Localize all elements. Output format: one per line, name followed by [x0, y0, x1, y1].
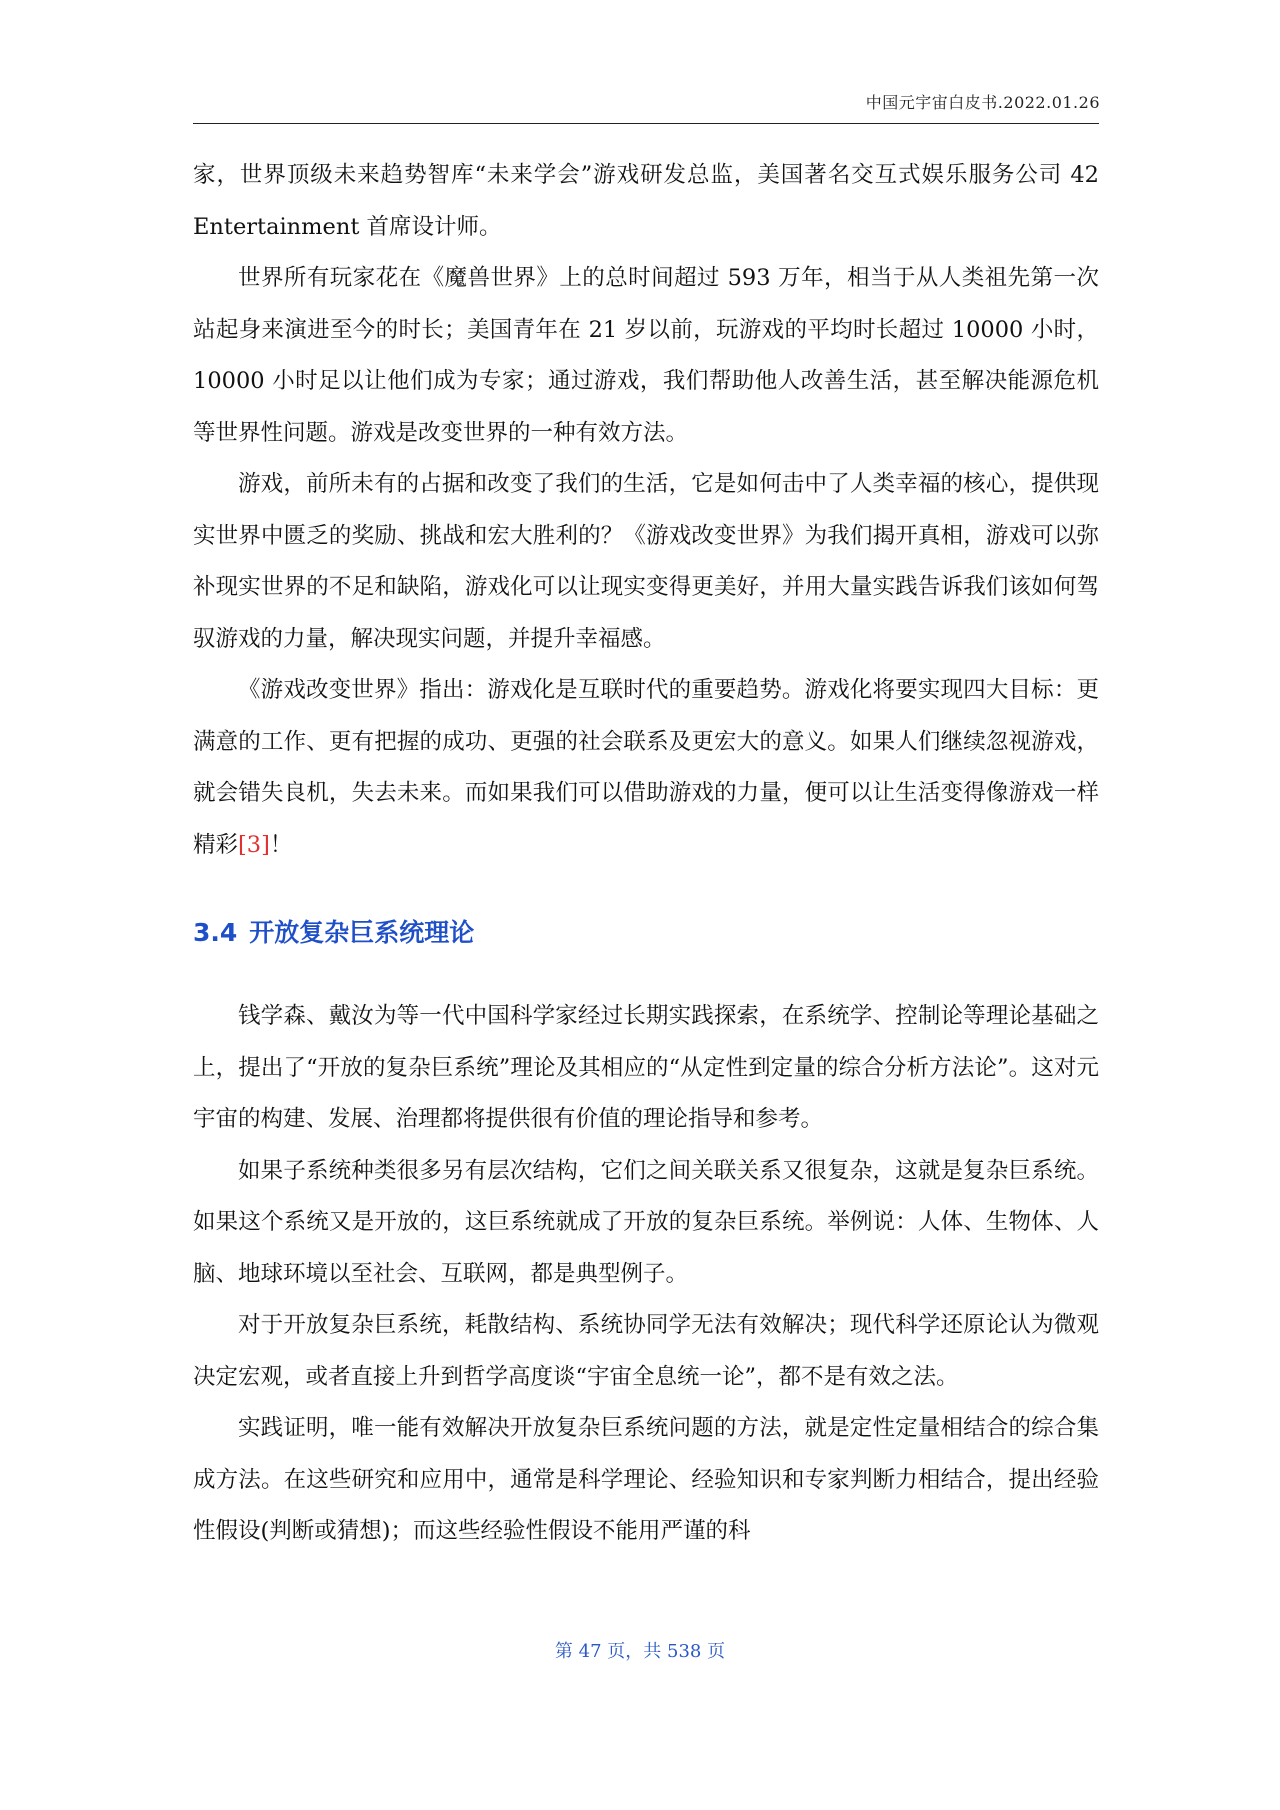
- header-divider: [193, 123, 1099, 124]
- page-header-title: 中国元宇宙白皮书.2022.01.26: [865, 93, 1100, 112]
- section-number: 3.4: [193, 918, 238, 947]
- paragraph: [193, 665, 1099, 871]
- paragraph: 如果子系统种类很多另有层次结构，它们之间关联关系又很复杂，这就是复杂巨系统。如果这个系统又是开放的，这巨系统就成了开放的复杂巨系统。举例说：人体、生物体、人脑、地球环境以至社会、互联网，都是典型例子。: [193, 1157, 1099, 1287]
- section-title: 开放复杂巨系统理论: [249, 918, 475, 947]
- page-content: [193, 150, 1099, 1558]
- paragraph: 世界所有玩家花在《魔兽世界》上的总时间超过 593 万年，相当于从人类祖先第一次站起身来演进至今的时长；美国青年在 21 岁以前，玩游戏的平均时长超过 10000 小时，10000 小时足以让他们成为专家；通过游戏，我们帮助他人改善生活，甚至解决能源危机等世界性问题。游戏是改变世界的一种有效方法。: [193, 265, 1099, 446]
- paragraph-text-end: ！: [269, 831, 293, 858]
- paragraph: 游戏，前所未有的占据和改变了我们的生活，它是如何击中了人类幸福的核心，提供现实世界中匮乏的奖励、挑战和宏大胜利的？《游戏改变世界》为我们揭开真相，游戏可以弥补现实世界的不足和缺陷，游戏化可以让现实变得更美好，并用大量实践告诉我们该如何驾驭游戏的力量，解决现实问题，并提升幸福感。: [193, 471, 1099, 652]
- paragraph: 实践证明，唯一能有效解决开放复杂巨系统问题的方法，就是定性定量相结合的综合集成方法。在这些研究和应用中，通常是科学理论、经验知识和专家判断力相结合，提出经验性假设(判断或猜想)；而这些经验性假设不能用严谨的科: [193, 1415, 1099, 1544]
- paragraph-text: 《游戏改变世界》指出：游戏化是互联时代的重要趋势。游戏化将要实现四大目标：更满意的工作、更有把握的成功、更强的社会联系及更宏大的意义。如果人们继续忽视游戏，就会错失良机，失去未来。而如果我们可以借助游戏的力量，便可以让生活变得像游戏一样精彩: [193, 677, 1099, 858]
- paragraph: 钱学森、戴汝为等一代中国科学家经过长期实践探索，在系统学、控制论等理论基础之上，提出了“开放的复杂巨系统”理论及其相应的“从定性到定量的综合分析方法论”。这对元宇宙的构建、发展、治理都将提供很有价值的理论指导和参考。: [193, 1003, 1099, 1132]
- paragraph-continued: 家，世界顶级未来趋势智库“未来学会”游戏研发总监，美国著名交互式娱乐服务公司 42 Entertainment 首席设计师。: [193, 162, 1099, 240]
- paragraph: 对于开放复杂巨系统，耗散结构、系统协同学无法有效解决；现代科学还原论认为微观决定宏观，或者直接上升到哲学高度谈“宇宙全息统一论”，都不是有效之法。: [193, 1312, 1099, 1390]
- section-heading: [193, 913, 1099, 953]
- citation-link[interactable]: [3]: [238, 831, 270, 858]
- page-footer-number: 第 47 页，共 538 页: [554, 1641, 726, 1662]
